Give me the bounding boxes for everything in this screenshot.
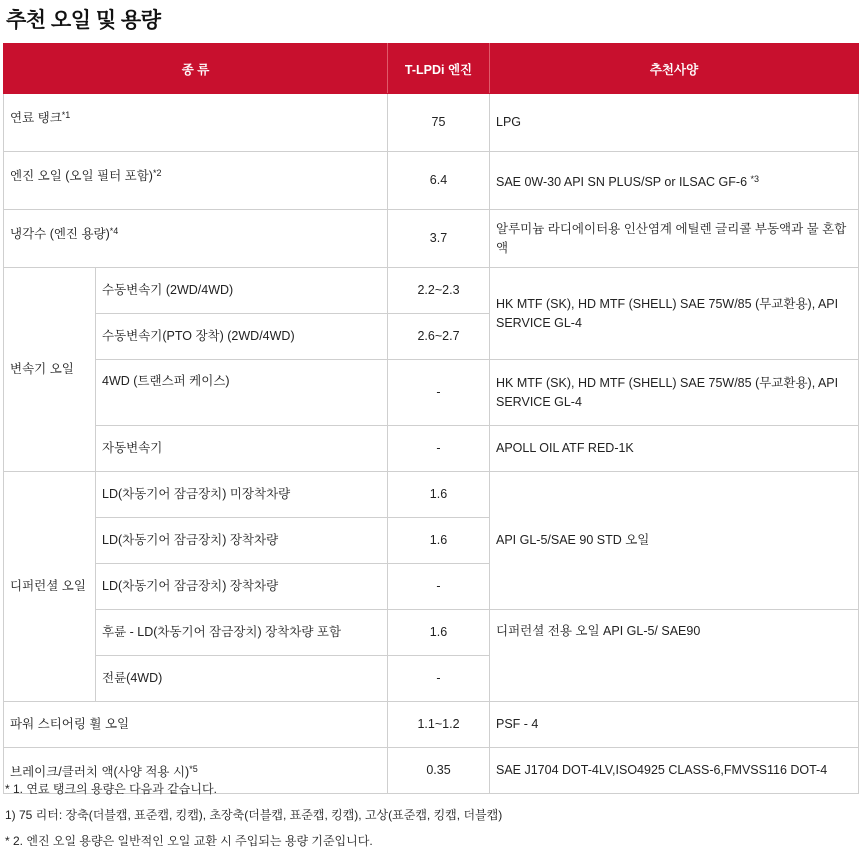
row-spec: APOLL OIL ATF RED-1K — [490, 426, 859, 472]
row-value: - — [388, 656, 490, 702]
row-value: - — [388, 426, 490, 472]
group-label-transmission: 변속기 오일 — [4, 268, 96, 472]
footnote: 1) 75 리터: 장축(더블캡, 표준캡, 킹캡), 초장축(더블캡, 표준캡, 킹캡), 고상(표준캡, 킹캡, 더블캡) — [5, 808, 503, 822]
row-spec: PSF - 4 — [490, 702, 859, 748]
row-spec: 알루미늄 라디에이터용 인산염계 에틸렌 글리콜 부동액과 물 혼합액 — [490, 210, 859, 268]
page-title: 추천 오일 및 용량 — [6, 9, 161, 32]
row-value: 0.35 — [388, 748, 490, 794]
row-label: 수동변속기(PTO 장착) (2WD/4WD) — [96, 314, 388, 360]
row-label: 냉각수 (엔진 용량)$^{*4}$ — [4, 210, 388, 268]
row-value: 1.6 — [388, 518, 490, 564]
row-spec: LPG — [490, 94, 859, 152]
header-spec: 추천사양 — [490, 44, 859, 94]
row-value: 1.6 — [388, 610, 490, 656]
row-spec: API GL-5/SAE 90 STD 오일 — [490, 472, 859, 610]
row-value: 3.7 — [388, 210, 490, 268]
row-value: 2.2~2.3 — [388, 268, 490, 314]
row-label: 수동변속기 (2WD/4WD) — [96, 268, 388, 314]
footnotes — [5, 780, 502, 858]
row-label: 엔진 오일 (오일 필터 포함)$^{*2}$ — [4, 152, 388, 210]
row-label: 전륜(4WD) — [96, 656, 388, 702]
row-spec: 디퍼런셜 전용 오일 API GL-5/ SAE90 — [490, 610, 859, 702]
table-row — [4, 152, 859, 210]
row-value: 1.6 — [388, 472, 490, 518]
row-spec: SAE J1704 DOT-4LV,ISO4925 CLASS-6,FMVSS116 DOT-4 — [490, 748, 859, 794]
footnote: * 2. 엔진 오일 용량은 일반적인 오일 교환 시 주입되는 용량 기준입니다. — [5, 834, 373, 848]
header-engine: T-LPDi 엔진 — [388, 44, 490, 94]
table-row — [4, 610, 859, 656]
row-label: LD(차동기어 잠금장치) 장착차량 — [96, 518, 388, 564]
row-label: 브레이크/클러치 액(사양 적용 시)$^{*5}$ — [4, 748, 388, 794]
row-label: 자동변속기 — [96, 426, 388, 472]
table-row — [4, 360, 859, 426]
row-spec: HK MTF (SK), HD MTF (SHELL) SAE 75W/85 (무교환용), API SERVICE GL-4 — [490, 360, 859, 426]
row-value: 2.6~2.7 — [388, 314, 490, 360]
table-row — [4, 268, 859, 314]
oil-capacity-table — [3, 43, 859, 794]
row-label: 4WD (트랜스퍼 케이스) — [96, 360, 388, 426]
row-label: LD(차동기어 잠금장치) 장착차량 — [96, 564, 388, 610]
row-value: - — [388, 564, 490, 610]
table-row — [4, 472, 859, 518]
header-type: 종 류 — [4, 44, 388, 94]
row-value: 6.4 — [388, 152, 490, 210]
group-label-differential: 디퍼런셜 오일 — [4, 472, 96, 702]
row-label: LD(차동기어 잠금장치) 미장착차량 — [96, 472, 388, 518]
row-spec: HK MTF (SK), HD MTF (SHELL) SAE 75W/85 (무교환용), API SERVICE GL-4 — [490, 268, 859, 360]
row-label: 연료 탱크$^{*1}$ — [4, 94, 388, 152]
table-row — [4, 94, 859, 152]
row-value: - — [388, 360, 490, 426]
row-value: 1.1~1.2 — [388, 702, 490, 748]
row-value: 75 — [388, 94, 490, 152]
row-label: 파워 스티어링 휠 오일 — [4, 702, 388, 748]
row-label: 후륜 - LD(차동기어 잠금장치) 장착차량 포함 — [96, 610, 388, 656]
row-spec: SAE 0W-30 API SN PLUS/SP or ILSAC GF-6 $^{*3}$ — [490, 152, 859, 210]
table-header-row — [4, 44, 859, 94]
table-row — [4, 210, 859, 268]
table-row — [4, 702, 859, 748]
table-row — [4, 426, 859, 472]
footnote: * 1. 연료 탱크의 용량은 다음과 같습니다. — [5, 782, 217, 796]
